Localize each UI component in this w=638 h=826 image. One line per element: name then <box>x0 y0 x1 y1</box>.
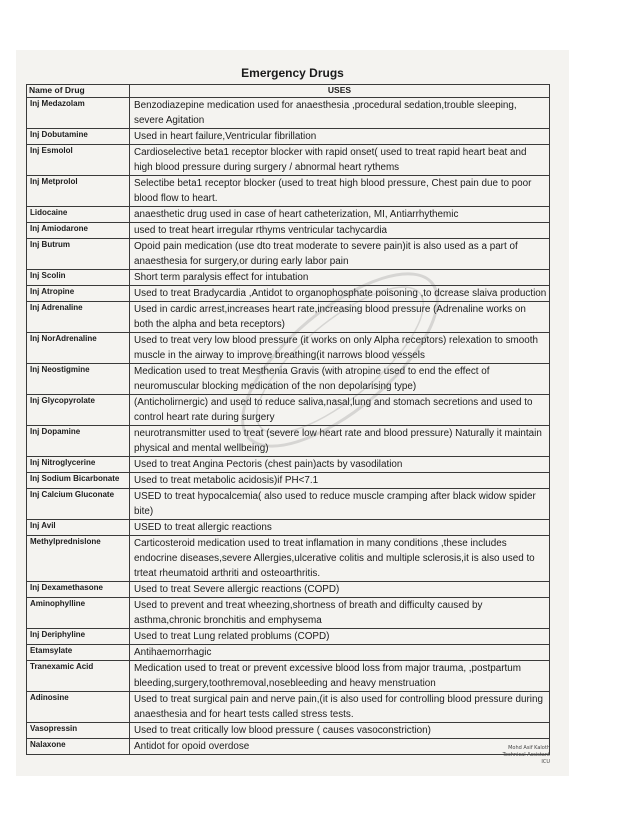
table-row <box>27 692 550 723</box>
table-row <box>27 364 550 395</box>
drug-uses-cell: Benzodiazepine medication used for anaesthesia ,procedural sedation,trouble sleeping, severe Agitation <box>130 98 550 129</box>
table-row <box>27 629 550 645</box>
table-row <box>27 270 550 286</box>
drug-table <box>26 84 550 755</box>
drug-name-cell: Inj Atropine <box>27 286 130 302</box>
drug-name-cell: Inj Nitroglycerine <box>27 457 130 473</box>
drug-uses-cell: Used to treat surgical pain and nerve pain,(it is also used for controlling blood pressure during anaesthesia and for heart tests called stress tests. <box>130 692 550 723</box>
drug-uses-cell: Used to treat Angina Pectoris (chest pain)acts by vasodilation <box>130 457 550 473</box>
drug-uses-cell: Used in cardic arrest,increases heart rate,increasing blood pressure (Adrenaline works on both the alpha and beta receptors) <box>130 302 550 333</box>
drug-uses-cell: Used to treat Lung related problums (COPD) <box>130 629 550 645</box>
drug-uses-cell: Opoid pain medication (use dto treat moderate to severe pain)it is also used as a part of anaesthesia for surgery,or during early labor pain <box>130 239 550 270</box>
drug-uses-cell: Used in heart failure,Ventricular fibrillation <box>130 129 550 145</box>
drug-uses-cell: neurotransmitter used to treat (severe low heart rate and blood pressure) Naturally it maintain physical and mental wellbeing) <box>130 426 550 457</box>
table-row <box>27 302 550 333</box>
drug-uses-cell: Used to treat metabolic acidosis)if PH<7.1 <box>130 473 550 489</box>
column-header-uses: USES <box>130 85 550 98</box>
drug-name-cell: Aminophylline <box>27 598 130 629</box>
drug-uses-cell: anaesthetic drug used in case of heart catheterization, MI, Antiarrhythemic <box>130 207 550 223</box>
signature-block <box>490 745 550 766</box>
table-row <box>27 582 550 598</box>
table-row <box>27 286 550 302</box>
table-row <box>27 520 550 536</box>
drug-uses-cell: Medication used to treat Mesthenia Gravis (with atropine used to end the effect of neuromuscular blocking medication of the non depolarising type) <box>130 364 550 395</box>
table-row <box>27 223 550 239</box>
drug-uses-cell: Used to treat very low blood pressure (it works on only Alpha receptors) relexation to smooth muscle in the airway to improve breathing(it narrows blood vessels <box>130 333 550 364</box>
signature-name: Mohd Asif Kaloth <box>508 745 550 751</box>
drug-uses-cell: Used to prevent and treat wheezing,shortness of breath and difficulty caused by asthma,chronic bronchitis and emphysema <box>130 598 550 629</box>
drug-uses-cell: Selectibe beta1 receptor blocker (used to treat high blood pressure, Chest pain due to poor blood flow to heart. <box>130 176 550 207</box>
drug-name-cell: Inj Esmolol <box>27 145 130 176</box>
page-title: Emergency Drugs <box>241 66 344 80</box>
drug-uses-cell: Used to treat Severe allergic reactions (COPD) <box>130 582 550 598</box>
table-row <box>27 645 550 661</box>
signature-unit: ICU <box>541 759 550 765</box>
table-row <box>27 661 550 692</box>
drug-uses-cell: Carticosteroid medication used to treat inflamation in many conditions ,these includes endocrine diseases,severe Allergies,ulcerative colitis and multiple sclerosis,it is also used to trteat rheumatoid arthriti and osteoarthritis. <box>130 536 550 582</box>
drug-uses-cell: Cardioselective beta1 receptor blocker with rapid onset( used to treat rapid heart beat and high blood pressure during surgery / abnormal heart rythems <box>130 145 550 176</box>
table-row <box>27 489 550 520</box>
drug-uses-cell: USED to treat hypocalcemia( also used to reduce muscle cramping after black widow spider bite) <box>130 489 550 520</box>
drug-name-cell: Inj NorAdrenaline <box>27 333 130 364</box>
table-row <box>27 239 550 270</box>
drug-uses-cell: Antidot for opoid overdose <box>130 739 550 755</box>
table-row <box>27 473 550 489</box>
table-row <box>27 457 550 473</box>
drug-name-cell: Inj Scolin <box>27 270 130 286</box>
drug-uses-cell: USED to treat allergic reactions <box>130 520 550 536</box>
table-row <box>27 536 550 582</box>
drug-name-cell: Inj Dobutamine <box>27 129 130 145</box>
drug-uses-cell: Short term paralysis effect for intubation <box>130 270 550 286</box>
table-row <box>27 145 550 176</box>
table-row <box>27 207 550 223</box>
drug-name-cell: Inj Dopamine <box>27 426 130 457</box>
drug-name-cell: Inj Butrum <box>27 239 130 270</box>
drug-uses-cell: Used to treat Bradycardia ,Antidot to organophosphate poisoning ,to dcrease slaiva production <box>130 286 550 302</box>
table-header-row <box>27 85 550 98</box>
drug-name-cell: Tranexamic Acid <box>27 661 130 692</box>
table-row <box>27 333 550 364</box>
drug-name-cell: Inj Deriphyline <box>27 629 130 645</box>
drug-name-cell: Lidocaine <box>27 207 130 223</box>
drug-uses-cell: Used to treat critically low blood pressure ( causes vasoconstriction) <box>130 723 550 739</box>
column-header-name: Name of Drug <box>27 85 130 98</box>
drug-name-cell: Inj Calcium Gluconate <box>27 489 130 520</box>
drug-name-cell: Adinosine <box>27 692 130 723</box>
drug-name-cell: Inj Neostigmine <box>27 364 130 395</box>
drug-name-cell: Inj Medazolam <box>27 98 130 129</box>
drug-name-cell: Etamsylate <box>27 645 130 661</box>
table-body <box>27 98 550 755</box>
drug-name-cell: Inj Metprolol <box>27 176 130 207</box>
drug-name-cell: Methylprednislone <box>27 536 130 582</box>
table-row <box>27 739 550 755</box>
drug-name-cell: Inj Avil <box>27 520 130 536</box>
drug-uses-cell: Medication used to treat or prevent excessive blood loss from major trauma, ,postpartum bleeding,surgery,toothremoval,nosebleeding and heavy menstruation <box>130 661 550 692</box>
drug-name-cell: Vasopressin <box>27 723 130 739</box>
drug-uses-cell: used to treat heart irregular rthyms ventricular tachycardia <box>130 223 550 239</box>
drug-name-cell: Inj Glycopyrolate <box>27 395 130 426</box>
drug-uses-cell: (Anticholirnergic) and used to reduce saliva,nasal,lung and stomach secretions and used to control heart rate during surgery <box>130 395 550 426</box>
signature-role: Technical Assistant <box>502 752 550 758</box>
drug-name-cell: Nalaxone <box>27 739 130 755</box>
table-row <box>27 129 550 145</box>
table-row <box>27 426 550 457</box>
drug-name-cell: Inj Amiodarone <box>27 223 130 239</box>
drug-name-cell: Inj Sodium Bicarbonate <box>27 473 130 489</box>
table-row <box>27 395 550 426</box>
table-row <box>27 723 550 739</box>
drug-uses-cell: Antihaemorrhagic <box>130 645 550 661</box>
drug-name-cell: Inj Adrenaline <box>27 302 130 333</box>
drug-name-cell: Inj Dexamethasone <box>27 582 130 598</box>
table-row <box>27 598 550 629</box>
table-row <box>27 176 550 207</box>
table-row <box>27 98 550 129</box>
